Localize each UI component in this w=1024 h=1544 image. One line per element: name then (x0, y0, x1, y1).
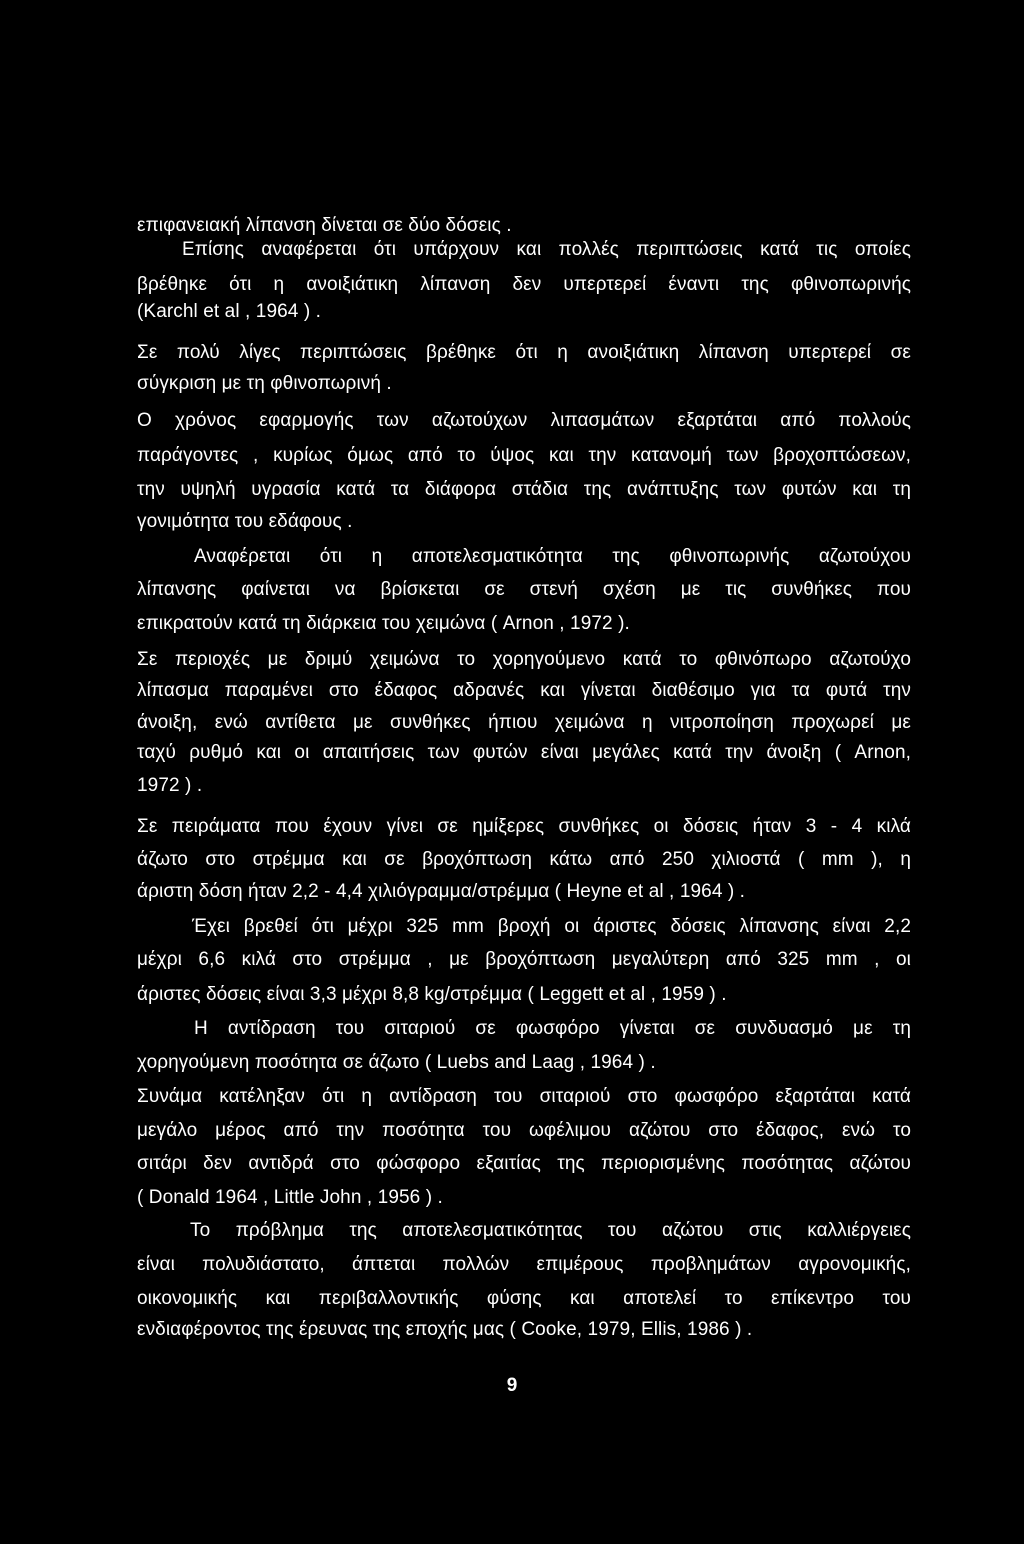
text-line: μεγάλο μέρος από την ποσότητα του ωφέλιμου αζώτου στο έδαφος, ενώ το (137, 1120, 911, 1141)
text-line: είναι πολυδιάστατο, άπτεται πολλών επιμέρους προβλημάτων αγρονομικής, (137, 1254, 911, 1275)
text-line: άριστες δόσεις είναι 3,3 μέχρι 8,8 kg/στρέμμα ( Leggett et al , 1959 ) . (137, 984, 727, 1005)
text-line: Ο χρόνος εφαρμογής των αζωτούχων λιπασμάτων εξαρτάται από πολλούς (137, 410, 911, 431)
text-line: Αναφέρεται ότι η αποτελεσματικότητα της φθινοπωρινής αζωτούχου (194, 546, 911, 567)
text-line: Η αντίδραση του σιταριού σε φωσφόρο γίνεται σε συνδυασμό με τη (194, 1018, 911, 1039)
text-line: μέχρι 6,6 κιλά στο στρέμμα , με βροχόπτωση μεγαλύτερη από 325 mm , οι (137, 949, 911, 970)
text-line: χορηγούμενη ποσότητα σε άζωτο ( Luebs and Laag , 1964 ) . (137, 1052, 656, 1073)
text-line: Συνάμα κατέληξαν ότι η αντίδραση του σιταριού στο φωσφόρο εξαρτάται κατά (137, 1086, 911, 1107)
text-line: Σε περιοχές με δριμύ χειμώνα το χορηγούμενο κατά το φθινόπωρο αζωτούχο (137, 649, 911, 670)
text-line: επικρατούν κατά τη διάρκεια του χειμώνα ( Arnon , 1972 ). (137, 613, 630, 634)
text-line: βρέθηκε ότι η ανοιξιάτικη λίπανση δεν υπερτερεί έναντι της φθινοπωρινής (137, 274, 911, 295)
text-line: άνοιξη, ενώ αντίθετα με συνθήκες ήπιου χειμώνα η νιτροποίηση προχωρεί με (137, 712, 911, 733)
text-line: επιφανειακή λίπανση δίνεται σε δύο δόσεις . (137, 215, 512, 236)
text-line: Επίσης αναφέρεται ότι υπάρχουν και πολλές περιπτώσεις κατά τις οποίες (182, 239, 911, 260)
text-line: Έχει βρεθεί ότι μέχρι 325 mm βροχή οι άριστες δόσεις λίπανσης είναι 2,2 (192, 916, 911, 937)
text-line: ( Donald 1964 , Little John , 1956 ) . (137, 1187, 443, 1208)
text-line: σιτάρι δεν αντιδρά στο φώσφορο εξαιτίας της περιορισμένης ποσότητας αζώτου (137, 1153, 911, 1174)
text-line: Σε πολύ λίγες περιπτώσεις βρέθηκε ότι η ανοιξιάτικη λίπανση υπερτερεί σε (137, 342, 911, 363)
text-line: 1972 ) . (137, 775, 203, 796)
text-line: (Karchl et al , 1964 ) . (137, 301, 322, 322)
text-line: την υψηλή υγρασία κατά τα διάφορα στάδια της ανάπτυξης των φυτών και τη (137, 479, 911, 500)
text-line: οικονομικής και περιβαλλοντικής φύσης και αποτελεί το επίκεντρο του (137, 1288, 911, 1309)
text-line: άριστη δόση ήταν 2,2 - 4,4 χιλιόγραμμα/στρέμμα ( Heyne et al , 1964 ) . (137, 881, 746, 902)
page-number: 9 (506, 1375, 518, 1396)
text-line: σύγκριση με τη φθινοπωρινή . (137, 373, 392, 394)
text-line: Σε πειράματα που έχουν γίνει σε ημίξερες συνθήκες οι δόσεις ήταν 3 - 4 κιλά (137, 816, 911, 837)
text-line: λίπανσης φαίνεται να βρίσκεται σε στενή σχέση με τις συνθήκες που (137, 579, 911, 600)
text-line: άζωτο στο στρέμμα και σε βροχόπτωση κάτω από 250 χιλιοστά ( mm ), η (137, 849, 911, 870)
text-line: ταχύ ρυθμό και οι απαιτήσεις των φυτών είναι μεγάλες κατά την άνοιξη ( Arnon, (137, 742, 911, 763)
text-line: Το πρόβλημα της αποτελεσματικότητας του αζώτου στις καλλιέργειες (190, 1220, 911, 1241)
text-line: παράγοντες , κυρίως όμως από το ύψος και την κατανομή των βροχοπτώσεων, (137, 445, 911, 466)
text-line: γονιμότητα του εδάφους . (137, 511, 353, 532)
text-line: ενδιαφέροντος της έρευνας της εποχής μας ( Cooke, 1979, Ellis, 1986 ) . (137, 1319, 753, 1340)
text-line: λίπασμα παραμένει στο έδαφος αδρανές και γίνεται διαθέσιμο για τα φυτά την (137, 680, 911, 701)
